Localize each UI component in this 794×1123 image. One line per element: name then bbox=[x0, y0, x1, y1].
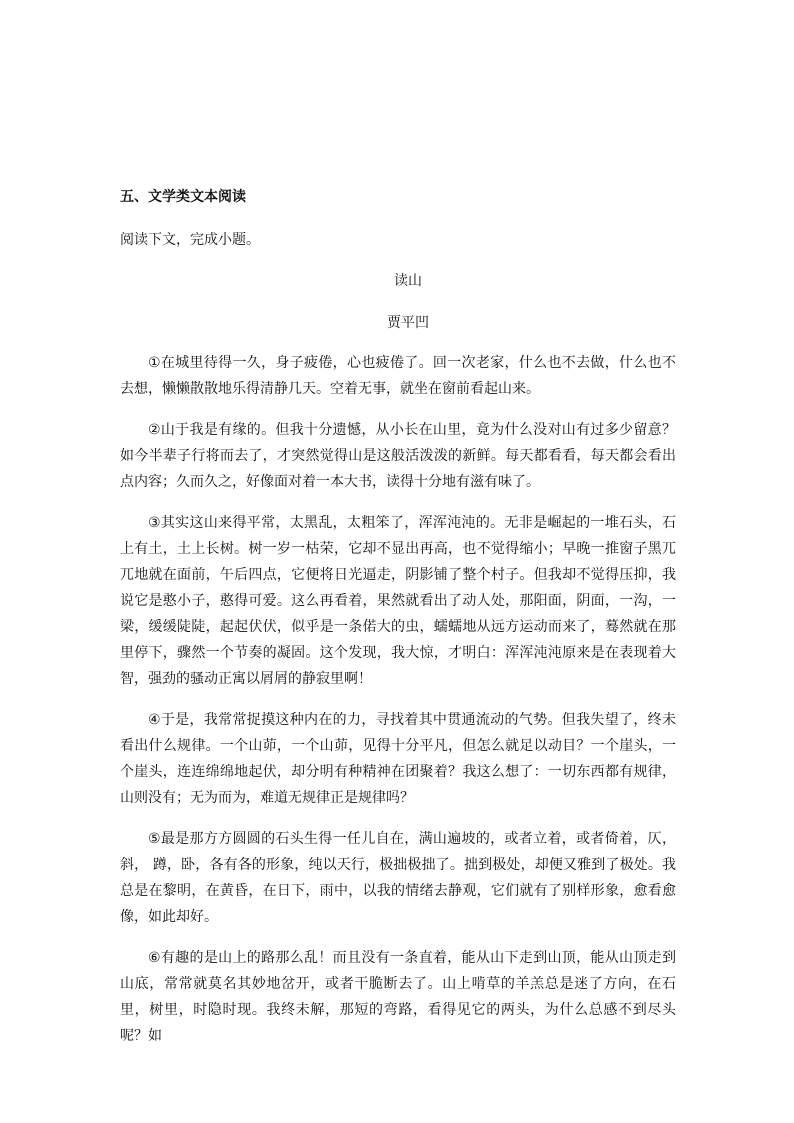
article-paragraph-4: ④于是，我常常捉摸这种内在的力，寻找着其中贯通流动的气势。但我失望了，终未看出什么规律。一个山茆，一个山茆，见得十分平凡，但怎么就足以动目？一个崖头，一个崖头，连连绵绵地起伏，却分明有种精神在团聚着？我这么想了：一切东西都有规律，山则没有；无为而为，难道无规律正是规律吗？ bbox=[120, 712, 676, 806]
article-author: 贾平凹 bbox=[387, 315, 429, 331]
article-paragraph-6: ⑥有趣的是山上的路那么乱！而且没有一条直着，能从山下走到山顶，能从山顶走到山底，常常就莫名其妙地岔开，或者干脆断去了。山上啃草的羊羔总是迷了方向，在石里，树里，时隐时现。我终未解，那短的弯路，看得见它的两头，为什么总感不到尽头呢？如 bbox=[120, 950, 676, 1044]
article-body bbox=[120, 350, 676, 1064]
article-paragraph-1: ①在城里待得一久，身子疲倦，心也疲倦了。回一次老家，什么也不去做，什么也不去想，懒懒散散地乐得清静几天。空着无事，就坐在窗前看起山来。 bbox=[120, 355, 676, 397]
article-title: 读山 bbox=[394, 273, 422, 289]
article-paragraph-2: ②山于我是有缘的。但我十分遗憾，从小长在山里，竟为什么没对山有过多少留意？如今半辈子行将而去了，才突然觉得山是这般活泼泼的新鲜。每天都看看，每天都会看出点内容；久而久之，好像面对着一本大书，读得十分地有滋有味了。 bbox=[120, 422, 676, 490]
article-paragraph-5: ⑤最是那方方圆圆的石头生得一任儿自在，满山遍坡的，或者立着，或者倚着，仄，斜， 蹲，卧，各有各的形象，纯以天行，极拙极拙了。拙到极处，却便又雅到了极处。我总是在黎明，在黄昏，在日下，雨中，以我的情绪去静观，它们就有了别样形象，愈看愈像，如此却好。 bbox=[120, 831, 676, 925]
article-paragraph-3: ③其实这山来得平常，太黑乱，太粗笨了，浑浑沌沌的。无非是崛起的一堆石头，石上有土，土上长树。树一岁一枯荣，它却不显出再高，也不觉得缩小；早晚一推窗子黑兀兀地就在面前，午后四点，它便将日光逼走，阴影铺了整个村子。但我却不觉得压抑，我说它是憨小子，憨得可爱。这么再看着，果然就看出了动人处，那阳面，阴面，一沟，一梁，缓缓陡陡，起起伏伏，似乎是一条偌大的虫，蠕蠕地从远方运动而来了，蓦然就在那里停下，骤然一个节奏的凝固。这个发现，我大惊，才明白：浑浑沌沌原来是在表现着大智，强劲的骚动正寓以屑屑的静寂里啊！ bbox=[120, 515, 676, 687]
reading-instruction: 阅读下文，完成小题。 bbox=[120, 232, 260, 248]
section-heading: 五、文学类文本阅读 bbox=[120, 189, 246, 205]
